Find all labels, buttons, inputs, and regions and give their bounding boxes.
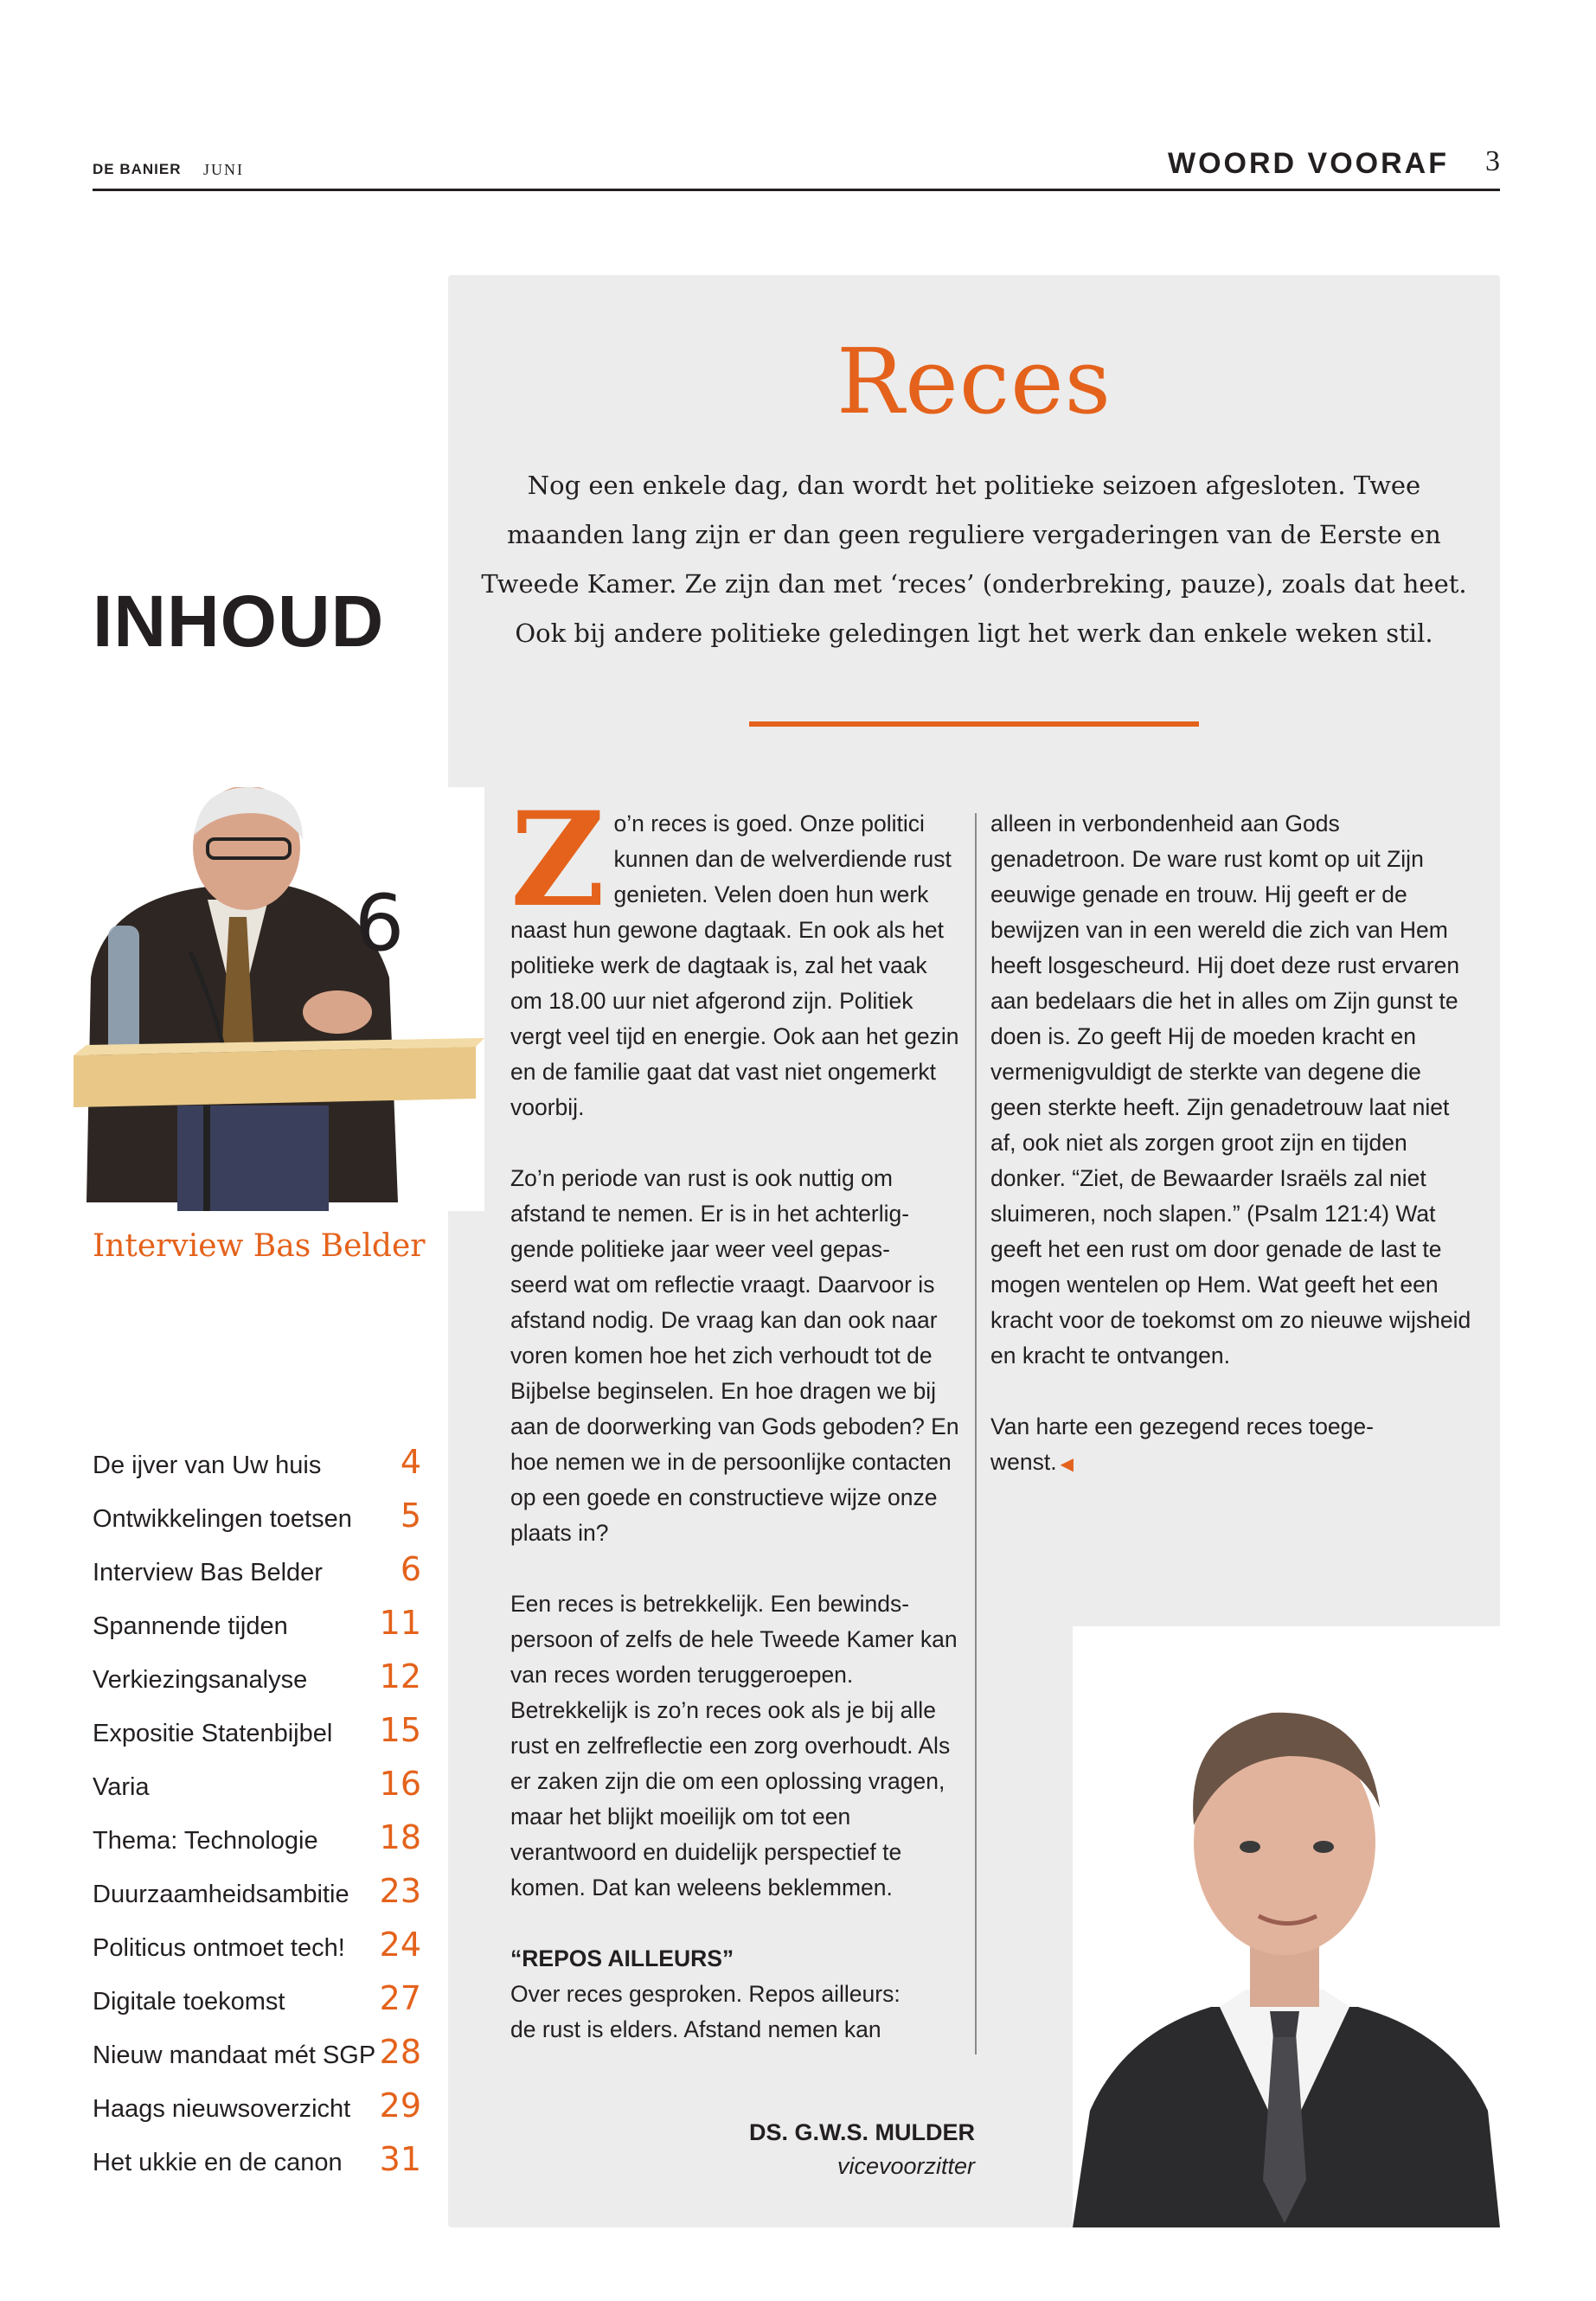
paragraph-text: Van harte een gezegend reces toege- wenst. <box>990 1413 1374 1475</box>
toc-item-page: 12 <box>379 1657 421 1695</box>
toc-item-title: Het ukkie en de canon <box>93 2149 343 2176</box>
magazine-name: DE BANIER <box>93 161 182 177</box>
toc-item-page: 15 <box>379 1711 421 1749</box>
toc-item[interactable] <box>93 1711 421 1765</box>
toc-item[interactable] <box>93 1926 421 1979</box>
toc-item[interactable] <box>93 1604 421 1657</box>
toc-item[interactable] <box>93 1765 421 1818</box>
toc-list <box>93 1443 421 2194</box>
feature-page-number: 6 <box>355 878 405 969</box>
author-role: vicevoorzitter <box>836 2153 975 2179</box>
toc-item-page: 31 <box>379 2140 421 2178</box>
article-paragraph <box>990 1409 1475 1483</box>
toc-item-title: Spannende tijden <box>93 1612 288 1640</box>
header-rule <box>93 189 1500 191</box>
toc-item-title: Politicus ontmoet tech! <box>93 1934 345 1962</box>
toc-item-title: De ijver van Uw huis <box>93 1452 322 1479</box>
toc-item[interactable] <box>93 2140 421 2194</box>
toc-item-page: 24 <box>379 1926 421 1964</box>
article-subhead: “REPOS AILLEURS” <box>510 1945 734 1971</box>
article-column-2 <box>990 806 1475 1518</box>
author-name: DS. G.W.S. MULDER <box>748 2119 975 2145</box>
toc-item-title: Thema: Technologie <box>93 1827 318 1855</box>
toc-item-page: 16 <box>379 1765 421 1803</box>
toc-item-page: 28 <box>379 2033 421 2071</box>
toc-item[interactable] <box>93 2033 421 2086</box>
toc-item[interactable] <box>93 1872 421 1926</box>
toc-item[interactable] <box>93 2086 421 2140</box>
toc-item-title: Verkiezingsanalyse <box>93 1666 308 1694</box>
toc-item[interactable] <box>93 1443 421 1497</box>
toc-item-title: Interview Bas Belder <box>93 1559 323 1586</box>
toc-item-page: 18 <box>379 1818 421 1856</box>
toc-item-page: 6 <box>400 1550 421 1588</box>
article-title: Reces <box>836 329 1112 434</box>
article-paragraph <box>510 784 960 1125</box>
toc-item-page: 29 <box>379 2086 421 2125</box>
article-paragraph: Zo’n periode van rust is ook nuttig om afstand te nemen. Er is in het achterlig- gende politieke jaar weer veel gepas- seerd wat om reflectie vraagt. Daarvoor is afstand nodig. De vraag kan dan ook naar voren komen hoe het zich verhoudt tot de Bijbelse beginselen. En hoe dragen we bij aan de doorwerking van Gods geboden? En hoe nemen we in de persoonlijke contacten op een goede en constructieve wijze onze plaats in? <box>510 1165 959 1546</box>
toc-item[interactable] <box>93 1979 421 2033</box>
photo-mulder <box>1073 1626 1500 2227</box>
drop-cap: Z <box>510 784 606 936</box>
author-block <box>749 2119 975 2180</box>
toc-item-page: 4 <box>400 1443 421 1481</box>
section-title <box>1168 147 1449 181</box>
toc-item[interactable] <box>93 1818 421 1872</box>
article-column-1 <box>510 784 960 2083</box>
toc-item[interactable] <box>93 1657 421 1711</box>
toc-item-page: 5 <box>400 1497 421 1535</box>
article-paragraph: alleen in verbondenheid aan Gods genadetroon. De ware rust komt op uit Zijn eeuwige genade en trouw. Hij geeft er de bewijzen van in een wereld die zich van Hem heeft losgescheurd. Hij doet deze rust ervaren aan bedelaars die het in alles om Zijn gunst te doen is. Zo geeft Hij de moeden kracht en vermenigvuldigt de sterkte van degene die geen sterkte heeft. Zijn genadetrouw laat niet af, ook niet als zorgen groot zijn en tijden donker. “Ziet, de Bewaarder Israëls zal niet sluimeren, noch slapen.” (Psalm 121:4) Wat geeft het een rust om door genade de last te mogen wentelen op Hem. Wat geeft het een kracht voor de toekomst om zo nieuwe wijsheid en kracht te ontvangen. <box>990 811 1471 1368</box>
toc-item-title: Expositie Statenbijbel <box>93 1720 333 1747</box>
article-intro: Nog een enkele dag, dan wordt het politieke seizoen afgesloten. Twee maanden lang zijn er dan geen reguliere vergaderingen van de Eerste en Tweede Kamer. Ze zijn dan met ‘reces’ (onderbreking, pauze), zoals dat heet. Ook bij andere politieke geledingen ligt het werk dan enkele weken stil. <box>481 471 1467 648</box>
toc-item-title: Nieuw mandaat mét SGP <box>93 2041 376 2069</box>
toc-item[interactable] <box>93 1497 421 1550</box>
column-divider <box>975 813 977 2054</box>
toc-item[interactable] <box>93 1550 421 1604</box>
toc-item-page: 11 <box>379 1604 421 1642</box>
toc-item-title: Haags nieuwsoverzicht <box>93 2095 351 2123</box>
toc-item-page: 23 <box>379 1872 421 1910</box>
feature-label[interactable]: Interview Bas Belder <box>93 1228 426 1264</box>
paragraph-text: o’n reces is goed. Onze politici kunnen dan de welverdiende rust genieten. Velen doen hun werk naast hun gewone dagtaak. En ook als het politieke werk de dagtaak is, zal het vaak om 18.00 uur niet afgerond zijn. Politiek vergt veel tijd en energie. Ook aan het gezin en de familie gaat dat vast niet ongemerkt voorbij. <box>510 811 959 1120</box>
toc-item-title: Digitale toekomst <box>93 1988 285 2016</box>
issue-month: JUNI <box>203 161 244 178</box>
toc-item-title: Duurzaamheidsambitie <box>93 1881 349 1908</box>
section-title-text: WOORD VOORAF <box>1168 147 1449 180</box>
end-mark-icon: ◀ <box>1060 1455 1074 1474</box>
article-paragraph: Over reces gesproken. Repos ailleurs: de rust is elders. Afstand nemen kan <box>510 1981 901 2042</box>
toc-item-page: 27 <box>379 1979 421 2017</box>
article-paragraph: Een reces is betrekkelijk. Een bewinds- persoon of zelfs de hele Tweede Kamer kan van reces worden teruggeroepen. Betrekkelijk is zo’n reces ook als je bij alle rust en zelfreflectie een zorg overhoudt. Als er zaken zijn die om een oplossing vragen, maar het blijkt moeilijk om tot een verantwoord en duidelijk perspectief te komen. Dat kan weleens beklemmen. <box>510 1591 958 1900</box>
photo-bas-belder <box>52 787 484 1211</box>
page-number: 3 <box>1485 145 1500 177</box>
intro-divider <box>749 721 1199 727</box>
toc-item-title: Varia <box>93 1773 150 1801</box>
toc-heading: INHOUD <box>93 580 385 662</box>
toc-item-title: Ontwikkelingen toetsen <box>93 1505 352 1533</box>
